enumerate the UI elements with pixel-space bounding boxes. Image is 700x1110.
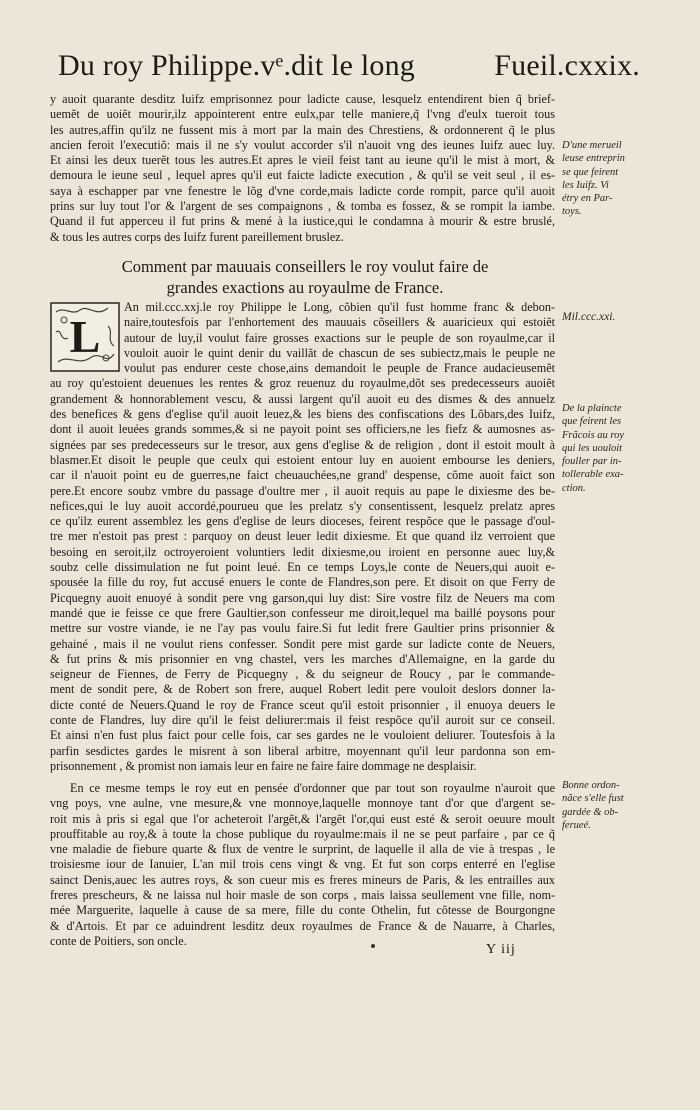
text-line: conte de Poitiers, son oncle.	[50, 933, 187, 948]
text-line: mettre sur vostre viande, ie ne l'ay pas voulu faire.Si fut ledit frere Gaultier prins prisonnier &	[50, 621, 555, 636]
text-line: car il n'auoit point eu de guerres,ne faict cheuauchées,ne grand' despense, cõme auoit faict son	[50, 468, 555, 483]
margin-note-line: ferueé.	[562, 819, 591, 831]
text-line: vne maladie de fiebure quarte & flux de ventre le surprint, de laquelle il alla de vie à trespas , le	[50, 842, 555, 857]
text-line: mée Marguerite, laquelle à cause de sa mere, fille du conte Othelin, fut cõtesse de Bourgongne	[50, 903, 555, 918]
margin-note-line: Bonne ordon-	[562, 780, 620, 791]
text-line: Et ainsi les deux tuerẽt tous les autres.Et apres le vieil feist tant au ieune qu'il le mist à mort, &	[50, 153, 555, 168]
paragraph-main	[50, 300, 555, 774]
text-line: soubz celle dissimulation ne fut point leué. En ce temps Loys,le conte de Neuers,qui auoit e-	[50, 560, 555, 575]
text-line: sainct Denis,auec les autres roys, & son cueur mis es freres mineurs de Paris, & les entrailles aux	[50, 872, 555, 887]
text-line: dicte conté de Neuers.Quand le roy de France sceut qu'il estoit prisonnier , il enuoya deuers le	[50, 697, 555, 712]
text-line: grandement & honnorablement vescu, & aussi largent qu'il auoit eu des dismes & des annuelz	[50, 391, 555, 406]
margin-note-ordinance	[562, 779, 642, 832]
text-line: ancien feroit l'executiõ: mais il ne s'y voulut accorder s'il n'auoit vng des ieunes Iuifz auec luy.	[50, 137, 555, 152]
paragraph-closing	[50, 781, 555, 949]
text-line: des benefices & gens d'eglise qu'il auoit leuez,& les biens des confiscations des Lõbars,des Iuifz,	[50, 407, 555, 422]
margin-note-line: Mil.ccc.xxi.	[562, 311, 616, 323]
text-line: vouloit auoir le quint denir du vaillãt de chascun de ses subiectz,mais le peuple ne	[124, 345, 555, 360]
margin-note-jews	[562, 139, 642, 219]
text-line: prouffitable au roy,& à toute la chose publique du royaulme:mais il ne se peut parfaire , par ce q̃	[50, 826, 555, 841]
text-line: vng poys, vne aulne, vne mesure,& vne monnoye,laquelle monnoye tant d'or que d'argent se-	[50, 796, 555, 811]
text-line: Quand il fut apperceu il fut prins & mené à la iustice,qui le condamna à mourir & estre bruslé,	[50, 214, 555, 229]
margin-note-line: Frãcois au roy	[562, 429, 625, 441]
chapter-heading	[60, 257, 550, 298]
text-line: seigneur de Fiennes, de Ferry de Picquegny , & du seigneur de Roucy , par le commande-	[50, 667, 555, 682]
text-line: & fut prins & mis prisonnier en vng chastel, vers les marches d'Allemaigne, en la garde du	[50, 651, 555, 666]
text-line: besoing en seroit,ilz octroyeroient voluntiers ledit dixiesme,ou iroient en personne auec luy,&	[50, 544, 555, 559]
initial-letter: L	[69, 311, 101, 362]
text-line: prins sur luy tout l'or & l'argent de ses compaignons , & tomba es fossez, & se rompit la iambe.	[50, 199, 555, 214]
text-line: ment de sondit pere, & de Robert son frere, auquel Robert ledit pere vouloit deslors donner la-	[50, 682, 555, 697]
text-line: voulut pas endurer ceste chose,ains demandoit le peuple de France audacieusemẽt	[124, 361, 555, 376]
text-line: gehainé , mais il ne voulut riens confesser. Sondit pere mist garde sur ladicte conte de Neuers,	[50, 636, 555, 651]
text-line: saya à eschapper par vne fenestre le lõg d'vne corde,mais ladicte corde rompit, parce qu'il auoit	[50, 183, 555, 198]
text-line: signées par ses predecesseurs sur le tresor, aux gens d'eglise & de religion , dont il estoit moult à	[50, 437, 555, 452]
text-line: spousée la fille du roy, fut accusé enuers le conte de Flandres,son pere. Et disoit on que Ferry de	[50, 575, 555, 590]
margin-note-line: gardée & ob-	[562, 806, 619, 818]
text-line: En ce mesme temps le roy eut en pensée d'ordonner que par tout son royaulme n'auroit que	[70, 781, 555, 795]
margin-note-line: qui les uouloit	[562, 442, 623, 454]
text-line: blasmer.Et disoit le peuple que ceulx qui estoient entour luy en auoient embourse les deniers,	[50, 452, 555, 467]
text-line: y auoit quarante desditz Iuifz emprisonnez pour ladicte cause, lesquelz entendirent bien q̃ brief-	[50, 92, 555, 106]
text-line: prisonnement , & promist non iamais leur en faire ne faire faire dommage ne desplaisir.	[50, 758, 477, 773]
running-header	[58, 44, 640, 88]
text-line: conte de Flandres, luy dire qu'il le feist deliurer:mais il feist respõce qu'il auroit sur ce conseil.	[50, 713, 555, 728]
margin-note-line: nãce s'elle fust	[562, 793, 624, 805]
margin-note-line: que feirent les	[562, 416, 622, 428]
text-line: Et ainsi n'en fust plus faict pour celle fois, car ses gardes ne le vouloient deliurer. Toutesfois à la	[50, 728, 555, 743]
text-line: autour de luy,il voulut faire grosses exactions sur le peuple de son royaulme,car il	[124, 330, 555, 345]
paragraph-opening	[50, 92, 555, 245]
gathering-signature: Y iij	[486, 942, 516, 957]
text-line: troisiesme iour de Ianuier, L'an mil trois cens vingt & vng. Et fut son corps enterré en l'eglise	[50, 857, 555, 872]
text-line: ce qu'ilz eurent assemblez les gens d'eglise de leurs dioceses, feirent respõce que le passage d'oul-	[50, 514, 555, 529]
text-line: mandé que ie feisse ce que frere Gaultier,son confesseur me diroit,lequel ma baillé poysons pour	[50, 605, 555, 620]
margin-note-date	[562, 311, 642, 324]
header-title: Du roy Philippe.vᵉ.dit le long	[58, 49, 416, 82]
margin-note-line: étry en Par-	[562, 193, 613, 205]
margin-note-line: fouller par in-	[562, 456, 622, 468]
text-line: parfin sesdictes gardes le misrent à son liberal arbitre, moyennant qu'il leur pardonna son em-	[50, 743, 555, 758]
text-line: roit mis à pris si egal que l'or acheteroit l'argẽt,& l'argẽt l'or,qui eust esté & seroit oeuure moult	[50, 811, 555, 826]
text-line: freres prescheurs, & ne laissa nul hoir masle de son corps , mais laissa seullement vne fille, nom-	[50, 888, 555, 903]
margin-note-line: De la plaincte	[562, 403, 622, 414]
chapter-heading-line: Comment par mauuais conseillers le roy voulut faire de	[121, 257, 489, 276]
chapter-heading-line: grandes exactions au royaulme de France.	[166, 277, 444, 297]
text-line: Picquegny auoit enuoyé à sondit pere vng garson,qui luy dist: Sire vostre filz de Neuers ma com	[50, 590, 555, 605]
text-line: pere.Et encore soubz vmbre du passage d'oultre mer , il auoit requis au pape le dixiesme des be-	[50, 483, 555, 498]
folio-number: Fueil.cxxix.	[494, 49, 640, 82]
margin-note-complaint	[562, 402, 642, 495]
text-line: nefices,qui le luy auoit accordé,pourueu que les prelatz s'y consentissent, lesquelz prelatz apres	[50, 498, 555, 513]
text-line: uemẽt de uoiẽt mourir,ilz appointerent entre eulx,par telle maniere,q̃ l'vng d'eulx tueroit tous	[50, 107, 555, 122]
margin-note-line: ction.	[562, 482, 586, 494]
text-line: au roy qu'estoient deuenues les rentes & groz reuenuz du royaulme,dõt ses predecesseurs auoiẽt	[50, 376, 555, 391]
text-line: les autres,affin qu'ilz ne fussent mis à mort par la main des Chrestiens, & ordonnerent q̃ le plus	[50, 122, 555, 137]
ink-dot	[371, 944, 375, 948]
text-line: demoura le ieune seul , lequel apres qu'il eut faicte ladicte execution , & qu'il se veit seul , il es-	[50, 168, 555, 183]
margin-note-line: leuse entreprin	[562, 153, 625, 165]
text-line: & d'Artois. Et par ce aduindrent lesditz deux royaulmes de France & de Nauarre, à Charles,	[50, 918, 555, 933]
text-line: dont il auoit leuées grands sommes,& si ne payoit point ses officiers,ne les fiefz & aumosnes as-	[50, 422, 555, 437]
margin-note-line: se que feirent	[562, 166, 619, 178]
margin-note-line: tollerable exa-	[562, 469, 624, 481]
text-line: naire,toutesfois par l'enhortement des mauuais cõseillers & auaricieux qui estoiẽt	[124, 315, 555, 330]
margin-note-line: les Iuifz. Vi	[562, 179, 609, 191]
text-line: An mil.ccc.xxj.le roy Philippe le Long, cõbien qu'il fust homme franc & debon-	[124, 300, 555, 314]
margin-note-line: D'une merueil	[562, 140, 622, 151]
text-line: & tous les autres corps des Iuifz furent pareillement bruslez.	[50, 229, 344, 244]
margin-note-line: toys.	[562, 206, 582, 218]
text-line: tre mer n'estoit pas prest : parquoy on deust leuer ledit dixiesme. Et que quand ilz verroient que	[50, 529, 555, 544]
